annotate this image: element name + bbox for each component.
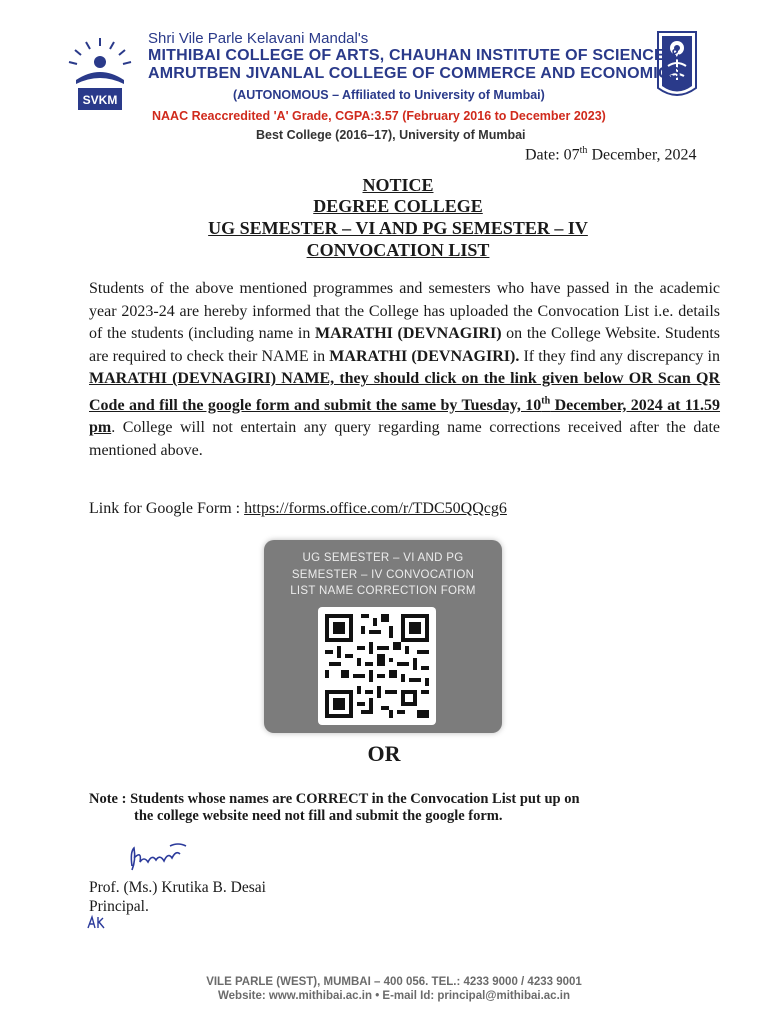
letterhead-mandal: Shri Vile Parle Kelavani Mandal's (148, 30, 369, 47)
letterhead-naac: NAAC Reaccredited 'A' Grade, CGPA:3.57 (February 2016 to December 2023) (152, 109, 606, 123)
heading-notice: NOTICE (362, 175, 434, 195)
link-label: Link for Google Form : (89, 500, 245, 517)
qr-code-icon[interactable] (318, 607, 436, 725)
date-sup: th (579, 145, 588, 156)
note-line1: Note : Students whose names are CORRECT in the Convocation List put up on (89, 791, 580, 807)
body-part-4: . College will not entertain any query regarding name corrections received after the date mentioned above. (89, 419, 720, 459)
signatory-name: Prof. (Ms.) Krutika B. Desai (89, 879, 266, 896)
body-part-2: on the College Website. Students are required to check their NAME in (89, 325, 720, 365)
qr-title-line3: LIST NAME CORRECTION FORM (290, 585, 476, 597)
letterhead-best-college: Best College (2016–17), University of Mumbai (256, 128, 526, 142)
svkm-logo-text: SVKM (82, 93, 118, 107)
qr-title-line1: UG SEMESTER – VI AND PG (302, 552, 464, 564)
letterhead-autonomous: (AUTONOMOUS – Affiliated to University of Mumbai) (233, 88, 545, 102)
heading-semester: UG SEMESTER – VI AND PG SEMESTER – IV (208, 218, 588, 238)
google-form-link[interactable]: https://forms.office.com/r/TDC50QQcg6 (244, 500, 507, 517)
footer-contact: Website: www.mithibai.ac.in • E-mail Id: principal@mithibai.ac.in (218, 990, 570, 1002)
svkm-logo (66, 34, 134, 114)
heading-degree-college: DEGREE COLLEGE (313, 196, 483, 216)
signature-image (126, 840, 192, 874)
letterhead-college-line2: AMRUTBEN JIVANLAL COLLEGE OF COMMERCE AND ECONOMICS (148, 65, 681, 82)
body-part-1: Students of the above mentioned programmes and semesters who have passed in the academic year 2023-24 are hereby informed that the College has uploaded the Convocation List i.e. details of the students (including name in (89, 280, 720, 342)
body-part-3: If they find any discrepancy in (519, 347, 720, 365)
signatory-title: Principal. (89, 898, 149, 915)
date-suffix: December, 2024 (587, 146, 697, 164)
date-prefix: Date: 07 (525, 146, 580, 164)
qr-title-line2: SEMESTER – IV CONVOCATION (291, 568, 475, 581)
footer-address: VILE PARLE (WEST), MUMBAI – 400 056. TEL.: 4233 9000 / 4233 9001 (206, 976, 582, 988)
initials-mark (86, 914, 106, 930)
notice-date (525, 145, 697, 164)
qr-card-title (264, 550, 502, 600)
letterhead-college-line1: MITHIBAI COLLEGE OF ARTS, CHAUHAN INSTITUTE OF SCIENCE & (148, 47, 682, 64)
notice-body (89, 278, 720, 462)
google-form-link-line (89, 500, 507, 518)
body-underline-end: December, 2024 at 11.59 pm (89, 396, 721, 437)
body-bold-2: MARATHI (DEVNAGIRI). (329, 347, 520, 365)
body-underline-sup: th (541, 395, 551, 407)
heading-convocation-list: CONVOCATION LIST (306, 240, 490, 260)
body-underline-1: MARATHI (DEVNAGIRI) NAME, they should click on the link given below OR Scan QR Code and fill the google form and submit the same by Tuesday, 10 (89, 370, 720, 414)
qr-code-card[interactable] (264, 540, 502, 733)
note-line2: the college website need not fill and submit the google form. (134, 808, 503, 824)
or-separator: OR (367, 741, 401, 766)
body-bold-1: MARATHI (DEVNAGIRI) (314, 325, 502, 342)
